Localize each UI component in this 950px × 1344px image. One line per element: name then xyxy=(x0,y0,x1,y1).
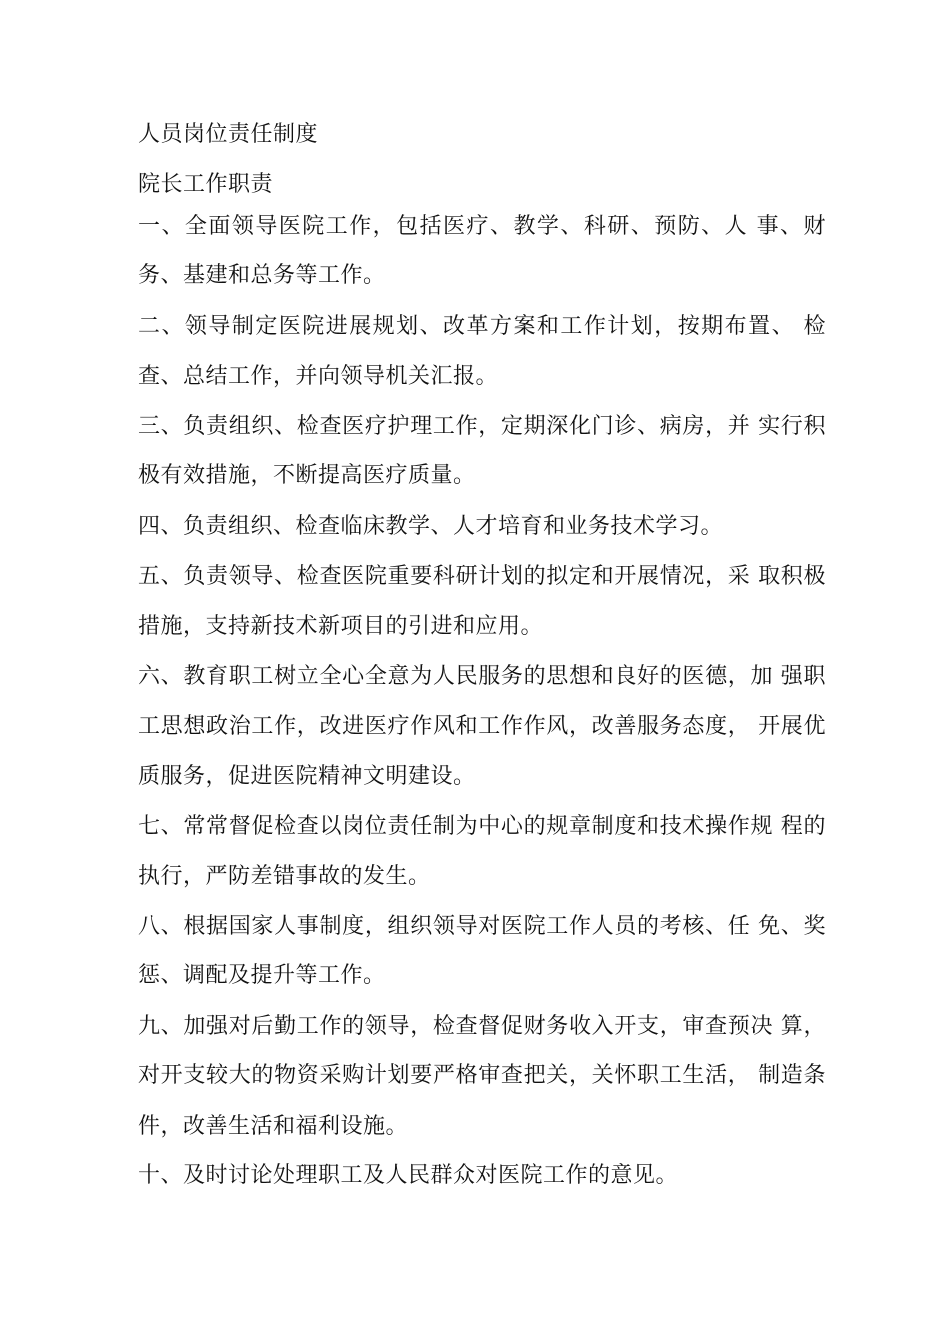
text-line: 七、常常督促检查以岗位责任制为中心的规章制度和技术操作规 程的 xyxy=(138,814,826,839)
text-line: 措施，支持新技术新项目的引进和应用。 xyxy=(138,614,544,639)
text-line: 查、总结工作，并向领导机关汇报。 xyxy=(138,364,499,389)
text-line: 对开支较大的物资采购计划要严格审查把关，关怀职工生活， 制造条 xyxy=(138,1063,826,1088)
text-line: 工思想政治工作，改进医疗作风和工作作风，改善服务态度， 开展优 xyxy=(138,714,826,739)
document-title: 人员岗位责任制度 xyxy=(138,122,319,147)
text-line: 四、负责组织、检查临床教学、人才培育和业务技术学习。 xyxy=(138,514,724,539)
text-line: 三、负责组织、检查医疗护理工作，定期深化门诊、病房，并 实行积 xyxy=(138,414,826,439)
text-line: 八、根据国家人事制度，组织领导对医院工作人员的考核、任 免、奖 xyxy=(138,914,826,939)
text-line: 一、全面领导医院工作，包括医疗、教学、科研、预防、人 事、财 xyxy=(138,214,826,239)
text-line: 质服务，促进医院精神文明建设。 xyxy=(138,764,476,789)
text-line: 十、及时讨论处理职工及人民群众对医院工作的意见。 xyxy=(138,1163,679,1188)
text-line: 惩、调配及提升等工作。 xyxy=(138,963,386,988)
text-line: 极有效措施，不断提高医疗质量。 xyxy=(138,463,476,488)
document-subtitle: 院长工作职责 xyxy=(138,172,274,197)
text-line: 执行，严防差错事故的发生。 xyxy=(138,864,431,889)
text-line: 务、基建和总务等工作。 xyxy=(138,263,386,288)
text-line: 九、加强对后勤工作的领导，检查督促财务收入开支，审查预决 算， xyxy=(138,1014,826,1039)
text-line: 二、领导制定医院进展规划、改革方案和工作计划，按期布置、 检 xyxy=(138,314,826,339)
text-line: 六、教育职工树立全心全意为人民服务的思想和良好的医德，加 强职 xyxy=(138,664,826,689)
text-line: 五、负责领导、检查医院重要科研计划的拟定和开展情况，采 取积极 xyxy=(138,564,826,589)
text-line: 件，改善生活和福利设施。 xyxy=(138,1114,409,1139)
